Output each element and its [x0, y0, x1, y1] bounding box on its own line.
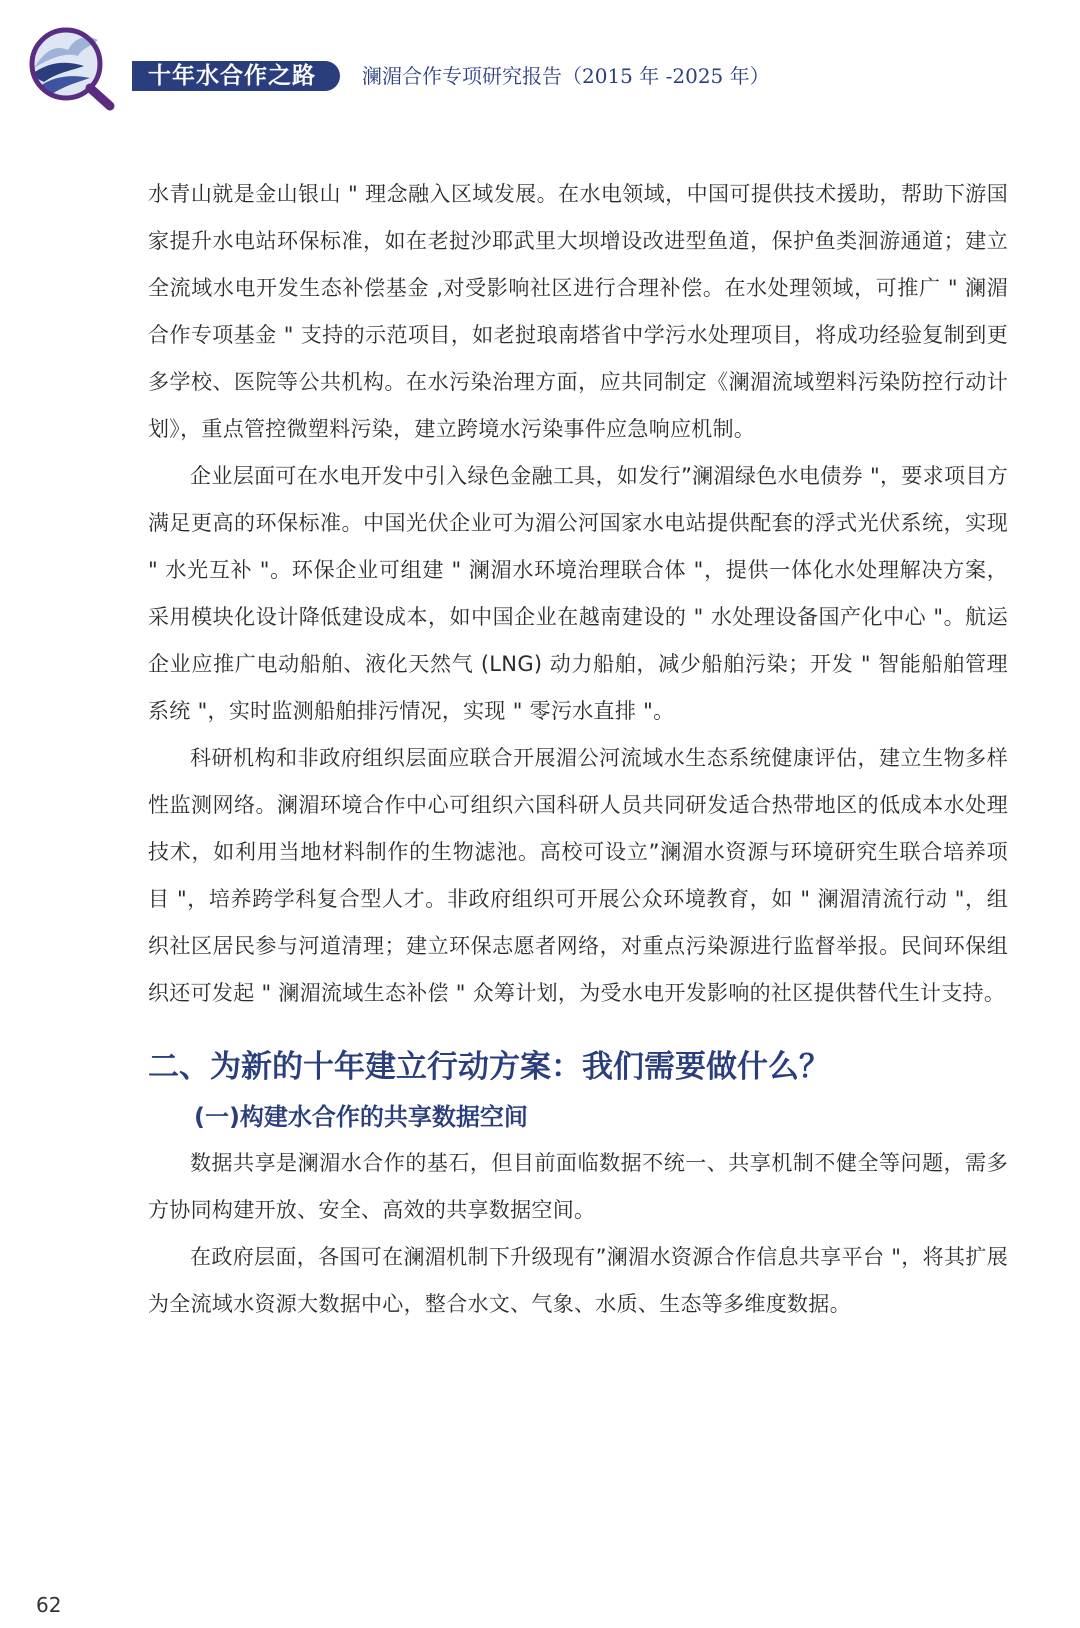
paragraph-data-sharing: 数据共享是澜湄水合作的基石，但目前面临数据不统一、共享机制不健全等问题，需多方协同构建开放、安全、高效的共享数据空间。	[148, 1151, 1008, 1222]
series-title: 十年水合作之路	[148, 62, 316, 89]
paragraph-government-continued: 水青山就是金山银山 " 理念融入区域发展。在水电领域，中国可提供技术援助，帮助下游国家提升水电站环保标准，如在老挝沙耶武里大坝增设改进型鱼道，保护鱼类洄游通道；建立全流域水电开发生态补偿基金 ,对受影响社区进行合理补偿。在水处理领域，可推广 " 澜湄合作专项基金 " 支持的示范项目，如老挝琅南塔省中学污水处理项目，将成功经验复制到更多学校、医院等公共机构。在水污染治理方面，应共同制定《澜湄流域塑料污染防控行动计划》，重点管控微塑料污染，建立跨境水污染事件应急响应机制。	[148, 182, 1008, 441]
page-header	[0, 0, 1080, 120]
report-title: 澜湄合作专项研究报告（2015 年 -2025 年）	[362, 64, 770, 88]
section-title: 二、为新的十年建立行动方案：我们需要做什么？	[148, 1049, 830, 1085]
paragraph-enterprise: 企业层面可在水电开发中引入绿色金融工具，如发行”澜湄绿色水电债券 "，要求项目方满足更高的环保标准。中国光伏企业可为湄公河国家水电站提供配套的浮式光伏系统，实现 " 水光互补 "。环保企业可组建 " 澜湄水环境治理联合体 "，提供一体化水处理解决方案，采用模块化设计降低建设成本，如中国企业在越南建设的 " 水处理设备国产化中心 "。航运企业应推广电动船舶、液化天然气 (LNG) 动力船舶，减少船舶污染；开发 " 智能船舶管理系统 "，实时监测船舶排污情况，实现 " 零污水直排 "。	[148, 464, 1008, 723]
paragraph-research-ngo: 科研机构和非政府组织层面应联合开展湄公河流域水生态系统健康评估，建立生物多样性监测网络。澜湄环境合作中心可组织六国科研人员共同研发适合热带地区的低成本水处理技术，如利用当地材料制作的生物滤池。高校可设立”澜湄水资源与环境研究生联合培养项目 "，培养跨学科复合型人才。非政府组织可开展公众环境教育，如 " 澜湄清流行动 "，组织社区居民参与河道清理；建立环保志愿者网络，对重点污染源进行监督举报。民间环保组织还可发起 " 澜湄流域生态补偿 " 众筹计划，为受水电开发影响的社区提供替代生计支持。	[148, 746, 1008, 1005]
magnifier-landscape-logo-icon	[22, 22, 118, 112]
subsection-title: (一)构建水合作的共享数据空间	[194, 1103, 528, 1131]
page-content	[148, 171, 1008, 1328]
page-number: 62	[36, 1593, 62, 1617]
paragraph-government-platform: 在政府层面，各国可在澜湄机制下升级现有”澜湄水资源合作信息共享平台 "，将其扩展为全流域水资源大数据中心，整合水文、气象、水质、生态等多维度数据。	[148, 1245, 1008, 1316]
